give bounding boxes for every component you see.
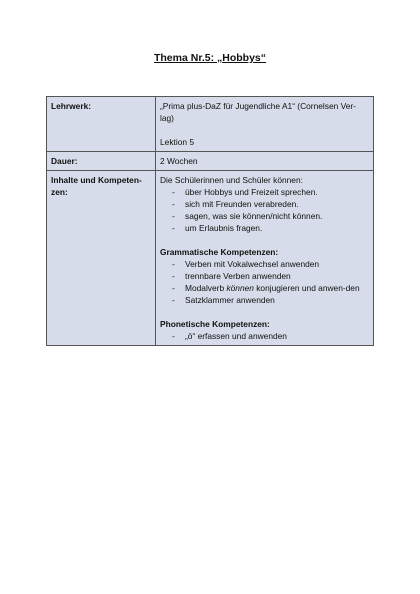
modal-suffix: konjugieren und anwen-den (253, 283, 360, 293)
lehrwerk-lesson: Lektion 5 (160, 137, 194, 147)
phonetic-list (160, 330, 369, 342)
list-item-modal (172, 282, 369, 294)
list-item: - um Erlaubnis fragen. (172, 222, 369, 234)
list-item: - über Hobbys und Freizeit sprechen. (172, 186, 369, 198)
table-row-lehrwerk (47, 97, 374, 152)
modal-prefix: Modalverb (185, 283, 227, 293)
table-row-inhalte (47, 171, 374, 346)
dauer-label: Dauer: (47, 152, 156, 171)
list-item: - Satzklammer anwenden (172, 294, 369, 306)
grammar-heading: Grammatische Kompetenzen: (160, 247, 279, 257)
dauer-value: 2 Wochen (156, 152, 374, 171)
lehrwerk-book: „Prima plus-DaZ für Jugendliche A1“ (Cornelsen Ver-lag) (160, 101, 356, 123)
lesson-plan-table (46, 96, 374, 346)
table-row-dauer (47, 152, 374, 171)
list-item: - sagen, was sie können/nicht können. (172, 210, 369, 222)
inhalte-label: Inhalte und Kompeten-zen: (47, 171, 156, 346)
list-item: - Verben mit Vokalwechsel anwenden (172, 258, 369, 270)
list-item: - sich mit Freunden verabreden. (172, 198, 369, 210)
grammar-list (160, 258, 369, 306)
list-item: - „ö“ erfassen und anwenden (172, 330, 369, 342)
phonetic-heading: Phonetische Kompetenzen: (160, 319, 270, 329)
competence-list (160, 186, 369, 234)
inhalte-cell (156, 171, 374, 346)
modal-emphasis: können (226, 283, 254, 293)
lehrwerk-label: Lehrwerk: (47, 97, 156, 152)
lehrwerk-cell (156, 97, 374, 152)
list-item: - trennbare Verben anwenden (172, 270, 369, 282)
page-title: Thema Nr.5: „Hobbys“ (153, 52, 267, 64)
inhalte-intro: Die Schülerinnen und Schüler können: (160, 175, 303, 185)
